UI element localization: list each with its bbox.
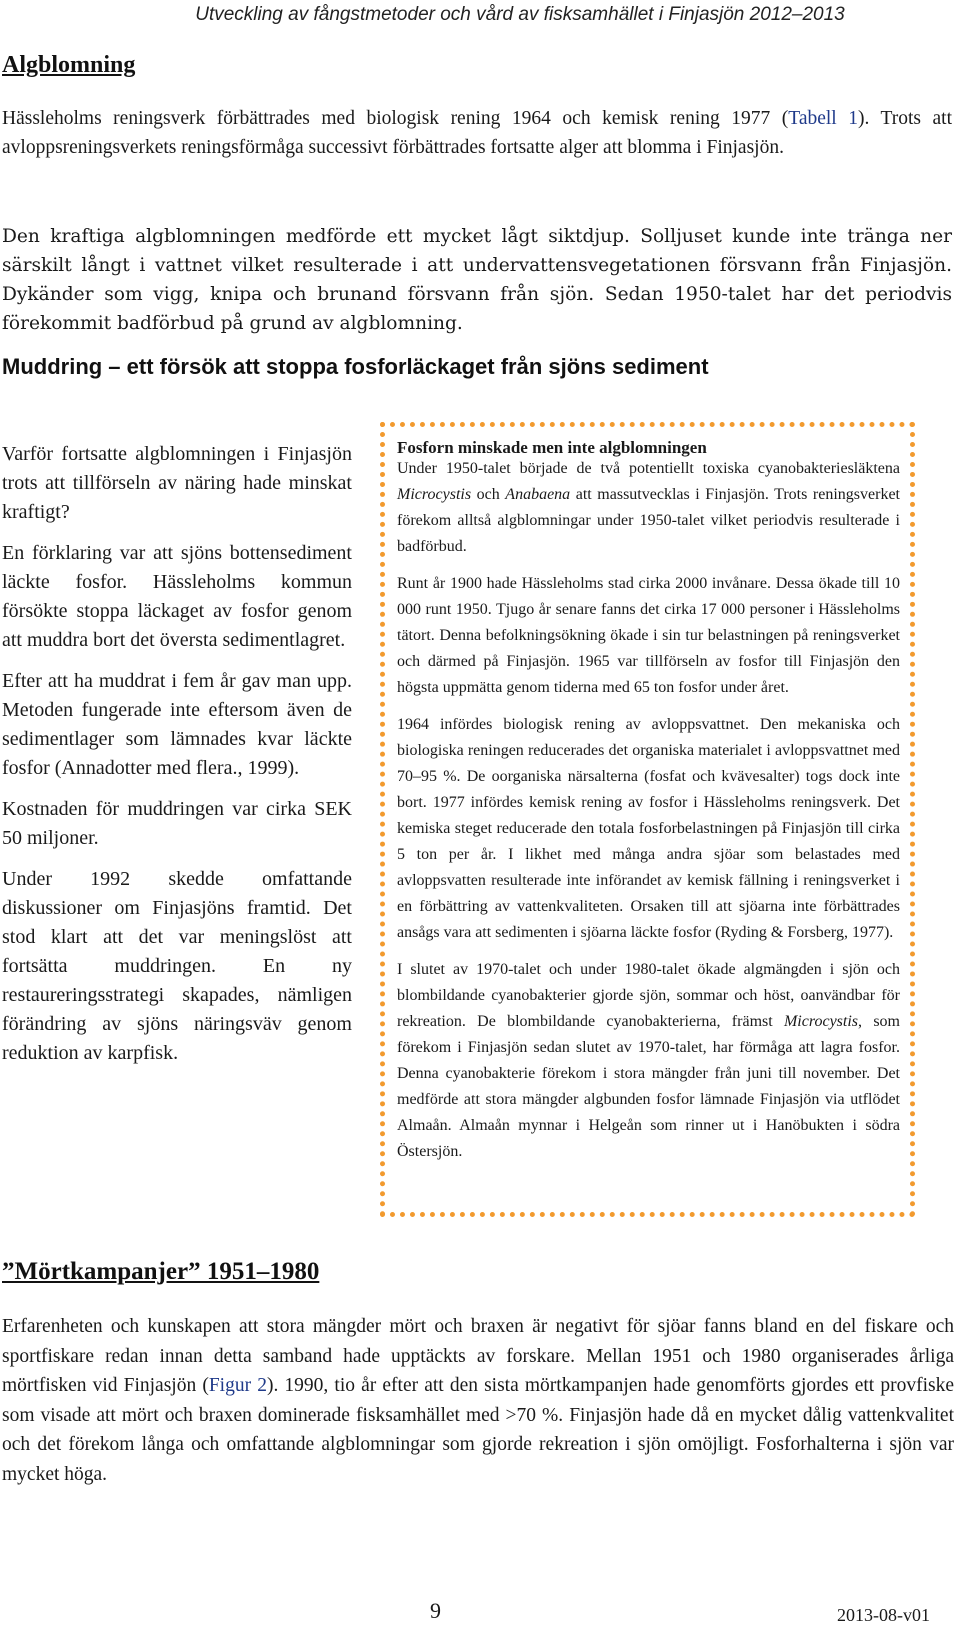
infobox-text: Under 1950-talet började de två potentiellt toxiska cyanobakteriesläktena bbox=[397, 460, 900, 477]
infobox-title: Fosforn minskade men inte algblomningen bbox=[397, 438, 707, 457]
section-title-algblomning: Algblomning bbox=[2, 52, 136, 78]
genus-name: Microcystis bbox=[783, 1013, 859, 1030]
infobox-paragraph: 1964 infördes biologisk rening av avloppsvattnet. Den mekaniska och biologiska reningen reducerades det organiska materialet i avloppsvattnet med 70–95 %. De oorganiska närsalterna (fosfat och kvävesalter) togs dock inte bort. 1977 infördes kemisk rening av fosfor i Hässleholms reningsverk. Det kemiska steget reducerade den totala fosforbelastningen på Finjasjön till cirka 5 ton per år. I likhet med många andra sjöar som belastades med avloppsvatten resulterade inte införandet av kemisk fällning i reningsverket i en förbättring av vattenkvaliteten. Orsaken till att sjöarna inte förbättrades ansågs vara att sedimenten i sjöarna läckte fosfor (Ryding & Forsberg, 1977). bbox=[397, 716, 900, 941]
section-title-mortkampanjer: ”Mörtkampanjer” 1951–1980 bbox=[2, 1258, 320, 1285]
infobox-paragraph bbox=[397, 957, 900, 1165]
paragraph-text: Hässleholms reningsverk förbättrades med biologisk rening 1964 och kemisk rening 1977 ( bbox=[2, 108, 789, 129]
paragraph-siktdjup: Den kraftiga algblomningen medförde ett mycket lågt siktdjup. Solljuset kunde inte tränga ner särskilt långt i vattnet vilket resulterade i att undervattensvegetationen försvann från Finjasjön. Dykänder som vigg, knipa och brunand försvann från sjön. Sedan 1950-talet har det periodvis förekommit badförbud på grund av algblomning. bbox=[2, 226, 952, 334]
section-title-muddring: Muddring – ett försök att stoppa fosforläckaget från sjöns sediment bbox=[2, 354, 709, 379]
muddring-paragraph: Under 1992 skedde omfattande diskussioner om Finjasjöns framtid. Det stod klart att det var meningslöst att fortsätta muddringen. En ny restaureringsstrategi skapades, nämligen förändring av sjöns näringsväv genom reduktion av karpfisk. bbox=[2, 868, 352, 1064]
muddring-paragraph: Kostnaden för muddringen var cirka SEK 50 miljoner. bbox=[2, 798, 352, 849]
running-header: Utveckling av fångstmetoder och vård av fisksamhället i Finjasjön 2012–2013 bbox=[195, 4, 845, 25]
genus-name: Microcystis bbox=[397, 486, 472, 503]
paragraph-reningsverk bbox=[2, 104, 952, 162]
fosfor-infobox bbox=[380, 422, 915, 1217]
paragraph-text: Erfarenheten och kunskapen att stora mängder mört och braxen är negativt för sjöar fanns bland en del fiskare och sportfiskare redan innan detta samband hade upptäckts av forskare. Mellan 1951 och 1980 organiserades årliga mörtfisken vid Finjasjön ( bbox=[2, 1316, 954, 1396]
paragraph-text: ). 1990, tio år efter att den sista mörtkampanjen hade genomförts gjordes ett provfiske som visade att mört och braxen dominerade fisksamhället med >70 %. Finjasjön hade då en mycket dålig vattenkvalitet och det förekom långa och omfattande algblomningar som gjorde rekreation i sjön omöjligt. Fosforhalterna i sjön var mycket höga. bbox=[2, 1375, 954, 1485]
infobox-text: , som förekom i Finjasjön sedan slutet av 1970-talet, har förmåga att lagra fosfor. Denna cyanobakterie förekom i stora mängder från juni till november. Det medförde att stora mängder algbunden fosfor lämnade Finjasjön via utflödet Almaån. Almaån mynnar i Helgeån som rinner ut i Hanöbukten i södra Östersjön. bbox=[397, 1013, 900, 1160]
infobox-text: att massutvecklas i Finjasjön. Trots reningsverket förekom alltså algblomningar under 1950-talet vilket periodvis resulterade i badförbud. bbox=[397, 486, 900, 555]
document-version: 2013-08-v01 bbox=[837, 1605, 930, 1625]
infobox-text: och bbox=[471, 486, 506, 503]
muddring-column bbox=[2, 440, 352, 1080]
infobox-paragraph bbox=[397, 456, 900, 560]
figure-2-link[interactable]: Figur 2 bbox=[208, 1375, 267, 1396]
muddring-paragraph: Varför fortsatte algblomningen i Finjasjön trots att tillförseln av näring hade minskat kraftigt? bbox=[2, 443, 352, 523]
infobox-paragraph: Runt år 1900 hade Hässleholms stad cirka 2000 invånare. Dessa ökade till 10 000 runt 1950. Tjugo år senare fanns det cirka 17 000 personer i Hässleholms tätort. Denna befolkningsökning ökade i sin tur belastningen på reningsverket och därmed på Finjasjön. 1965 var tillförseln av fosfor till Finjasjön den högsta uppmätta genom tiderna med 65 ton fosfor under året. bbox=[397, 575, 900, 696]
genus-name: Anabaena bbox=[505, 486, 571, 503]
infobox-text: I slutet av 1970-talet och under 1980-talet ökade algmängden i sjön och blombildande cyanobakterier gjorde sjön, sommar och höst, oanvändbar för rekreation. De blombildande cyanobakterierna, främst bbox=[397, 961, 900, 1030]
paragraph-mortkampanjer bbox=[2, 1312, 954, 1489]
muddring-paragraph: En förklaring var att sjöns bottensediment läckte fosfor. Hässleholms kommun försökte stoppa läckaget av fosfor genom att muddra bort det översta sedimentlagret. bbox=[2, 542, 352, 651]
paragraph-text: ). Trots att avloppsreningsverkets reningsförmåga successivt förbättrades fortsatte alger att blomma i Finjasjön. bbox=[2, 108, 952, 158]
table-1-link[interactable]: Tabell 1 bbox=[788, 108, 858, 129]
page-number: 9 bbox=[430, 1598, 441, 1623]
muddring-paragraph: Efter att ha muddrat i fem år gav man upp. Metoden fungerade inte eftersom även de sedimentlager som lämnades kvar läckte fosfor (Annadotter med flera., 1999). bbox=[2, 670, 352, 779]
